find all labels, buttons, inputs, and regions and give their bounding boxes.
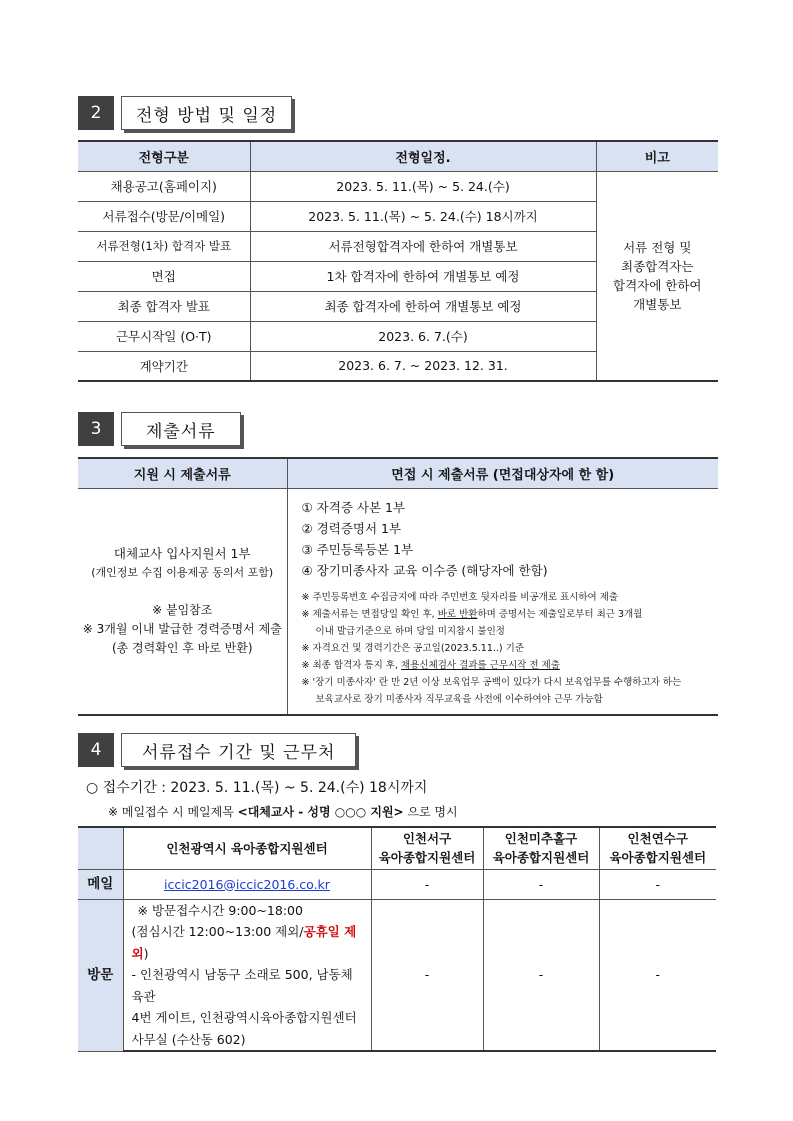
section-2-number: 2 [78, 96, 114, 130]
table-row [78, 171, 718, 201]
interview-doc-item: ② 경력증명서 1부 [301, 520, 402, 536]
schedule-cell: 2023. 5. 11.(목) ~ 5. 24.(수) [250, 171, 596, 201]
email-cell: - [483, 869, 599, 899]
category-cell: 면접 [78, 261, 250, 291]
note-line: ※ 주민등록번호 수집금지에 따라 주민번호 뒷자리를 비공개로 표시하여 제출 [301, 591, 619, 603]
email-cell: - [599, 869, 716, 899]
center-header: 인천연수구 육아종합지원센터 [599, 827, 716, 869]
remark-line: 최종합격자는 [621, 258, 694, 274]
note-line: ※ 최종 합격자 통지 후, 채용신체검사 결과를 근무시작 전 제출 [301, 659, 560, 671]
schedule-cell: 2023. 6. 7. ~ 2023. 12. 31. [250, 351, 596, 381]
visit-cell: - [483, 899, 599, 1051]
centers-table [78, 826, 716, 1052]
interview-docs-cell [287, 488, 718, 715]
section-3-number: 3 [78, 412, 114, 446]
remark-line: 합격자에 한하여 [613, 277, 702, 293]
schedule-cell: 2023. 5. 11.(목) ~ 5. 24.(수) 18시까지 [250, 201, 596, 231]
note-line: ※ 제출서류는 면접당일 확인 후, 바로 반환하며 증명서는 제출일로부터 최근 3개월 [301, 608, 643, 620]
visit-line: ※ 방문접수시간 9:00~18:00 [137, 902, 303, 918]
schedule-table [78, 140, 718, 382]
apply-doc-line: ※ 3개월 이내 발급한 경력증명서 제출 [82, 622, 282, 636]
visit-line: 사무실 (수산동 602) [131, 1031, 246, 1047]
section-4-number: 4 [78, 733, 114, 767]
note-line: ※ 자격요건 및 경력기간은 공고일(2023.5.11..) 기준 [301, 642, 525, 654]
apply-doc-line: ※ 붙임참조 [152, 603, 213, 617]
documents-table [78, 457, 718, 716]
section-3-title: 제출서류 [121, 412, 241, 446]
email-cell [123, 869, 371, 899]
schedule-cell: 1차 합격자에 한하여 개별통보 예정 [250, 261, 596, 291]
email-row-label: 메일 [78, 869, 123, 899]
category-cell: 서류전형(1차) 합격자 발표 [78, 231, 250, 261]
section-3-heading [78, 412, 241, 446]
header-apply-docs: 지원 시 제출서류 [78, 458, 287, 488]
visit-cell: - [599, 899, 716, 1051]
remark-cell [596, 171, 718, 381]
schedule-cell: 최종 합격자에 한하여 개별통보 예정 [250, 291, 596, 321]
category-cell: 서류접수(방문/이메일) [78, 201, 250, 231]
center-header: 인천미추홀구 육아종합지원센터 [483, 827, 599, 869]
remark-line: 개별통보 [633, 296, 682, 312]
category-cell: 채용공고(홈페이지) [78, 171, 250, 201]
apply-doc-line: (총 경력확인 후 바로 반환) [111, 641, 253, 655]
visit-line: - 인천광역시 남동구 소래로 500, 남동체육관 [131, 967, 353, 1004]
category-cell: 최종 합격자 발표 [78, 291, 250, 321]
interview-doc-item: ④ 장기미종사자 교육 이수증 (해당자에 한함) [301, 562, 548, 578]
note-line: 이내 발급기준으로 하며 당일 미지참시 불인정 [315, 625, 505, 637]
header-interview-docs: 면접 시 제출서류 (면접대상자에 한 함) [287, 458, 718, 488]
email-cell: - [371, 869, 483, 899]
table-corner [78, 827, 123, 869]
category-cell: 계약기간 [78, 351, 250, 381]
schedule-cell: 2023. 6. 7.(수) [250, 321, 596, 351]
note-line: ※ '장기 미종사자' 란 만 2년 이상 보육업무 공백이 있다가 다시 보육업무를 수행하고자 하는 [301, 676, 682, 688]
visit-cell: - [371, 899, 483, 1051]
center-header: 인천서구 육아종합지원센터 [371, 827, 483, 869]
header-remark: 비고 [596, 141, 718, 171]
interview-doc-item: ① 자격증 사본 1부 [301, 499, 406, 515]
visit-line: 4번 게이트, 인천광역시육아종합지원센터 [131, 1010, 357, 1025]
section-4-title: 서류접수 기간 및 근무처 [121, 733, 356, 767]
visit-info-cell [123, 899, 371, 1051]
header-schedule: 전형일정. [250, 141, 596, 171]
section-4-heading [78, 733, 356, 767]
apply-doc-line: 대체교사 입사지원서 1부 [113, 546, 251, 561]
application-period: ○ 접수기간 : 2023. 5. 11.(목) ~ 5. 24.(수) 18시까지 [86, 780, 428, 796]
center-header: 인천광역시 육아종합지원센터 [123, 827, 371, 869]
email-subject-note: ※ 메일접수 시 메일제목 <대체교사 - 성명 ○○○ 지원> 으로 명시 [108, 805, 458, 819]
email-link[interactable]: iccic2016@iccic2016.co.kr [164, 876, 330, 892]
note-line: 보육교사로 장기 미종사자 직무교육을 사전에 이수하여야 근무 가능함 [315, 693, 603, 705]
schedule-cell: 서류전형합격자에 한하여 개별통보 [250, 231, 596, 261]
visit-line: (점심시간 12:00~13:00 제외/공휴일 제외) [131, 924, 357, 961]
remark-line: 서류 전형 및 [623, 239, 692, 255]
visit-row-label: 방문 [78, 899, 123, 1051]
apply-doc-line: (개인정보 수집 이용제공 동의서 포함) [91, 566, 274, 579]
category-cell: 근무시작일 (O·T) [78, 321, 250, 351]
section-2-title: 전형 방법 및 일정 [121, 96, 292, 130]
interview-doc-item: ③ 주민등록등본 1부 [301, 541, 414, 557]
header-category: 전형구분 [78, 141, 250, 171]
section-2-heading [78, 96, 292, 130]
apply-docs-cell [78, 488, 287, 715]
